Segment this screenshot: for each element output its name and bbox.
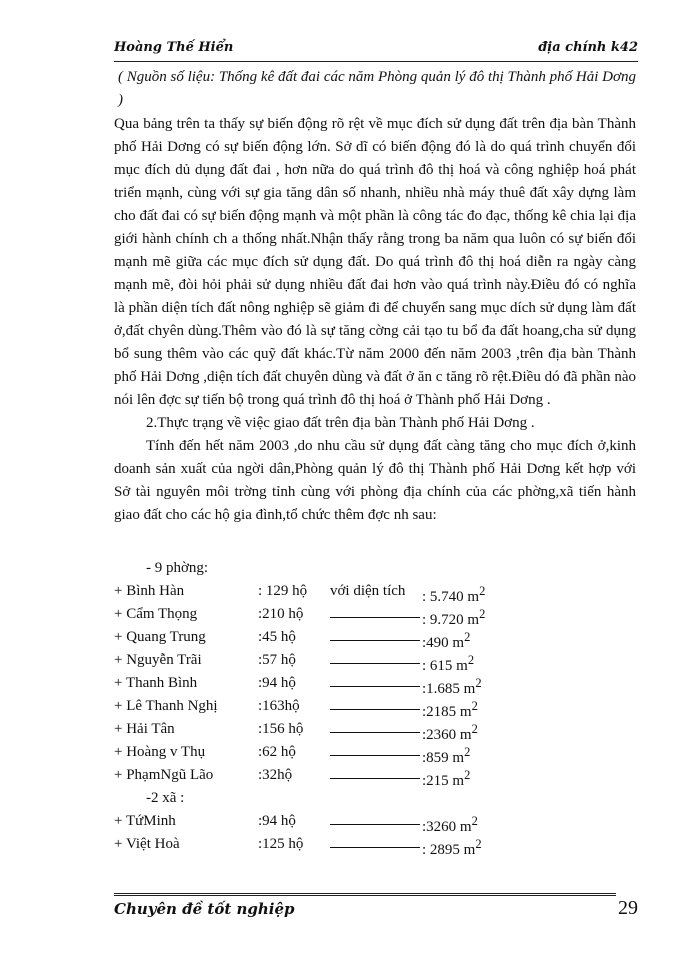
area-value: :2185 m bbox=[422, 704, 472, 720]
area-exponent: 2 bbox=[475, 676, 482, 690]
area-exponent: 2 bbox=[464, 745, 471, 759]
list-item bbox=[114, 649, 634, 672]
wards-heading: - 9 phờng: bbox=[146, 560, 209, 576]
list-item bbox=[114, 810, 634, 833]
blank-line bbox=[330, 764, 420, 779]
blank-line bbox=[330, 810, 420, 825]
list-item-name: + Bình Hàn bbox=[114, 583, 185, 599]
list-item bbox=[114, 833, 634, 856]
list-item-name: + Lê Thanh Nghị bbox=[114, 698, 218, 714]
blank-line bbox=[330, 672, 420, 687]
area-value: :1.685 m bbox=[422, 681, 476, 697]
area-exponent: 2 bbox=[464, 630, 471, 644]
list-item-households: :45 hộ bbox=[258, 629, 296, 645]
paragraph-analysis: Qua bảng trên ta thấy sự biến động rõ rệt về mục đích sử dụng đất trên địa bàn Thành phố Hải Dơng có sự biến động lớn. Sở dĩ có biến động đó là do quá trình chuyển đổi mục đích dủ dụng đất đai , hơn nữa do quá trình đô thị hoá và công nghiệp hoá phát triển mạnh, cùng với sự gia tăng dân số nhanh, nhiều nhà máy thuê đất xây dựng làm cho đất đai có sự biến động mạnh và một phần là công tác đo đạc, thống kê chia lại địa giới hành chính ch a thống nhất.Nhận thấy rằng trong ba năm qua luôn có sự biến đổi mạnh mẽ giữa các mục đích sử dụng đất. Do quá trình đô thị hoá diễn ra ngày càng mạnh mẽ, đòi hỏi phải sử dụng nhiều đất đai hơn vào quá trình này.Điều đó có nghĩa là phần diện tích đất nông nghiệp sẽ giảm đi để chuyển sang mục dích sử dụng làm đất ở,đất chyên dùng.Thêm vào đó là sự tăng cờng cải tạo tu bổ đa đất hoang,cha sử dụng bổ sung thêm vào các quỹ đất khác.Từ năm 2000 đến năm 2003 ,trên địa bàn Thành phố Hải Dơng ,diện tích đất chuyên dùng và đất ở ăn c tăng rõ rệt.Điều dó đã phần nào nói lên đợc sự tiến bộ trong quá trình đô thị hoá ở Thành phố Hải Dơng . bbox=[114, 116, 636, 408]
list-item-households: :57 hộ bbox=[258, 652, 296, 668]
list-item bbox=[114, 764, 634, 787]
list-item-households: :125 hộ bbox=[258, 836, 304, 852]
list-item bbox=[114, 741, 634, 764]
area-value: : 9.720 m bbox=[422, 612, 480, 628]
list-item-households: : 129 hộ bbox=[258, 583, 308, 599]
area-value: :215 m bbox=[422, 773, 465, 789]
body-text bbox=[114, 113, 636, 527]
area-value: : 615 m bbox=[422, 658, 468, 674]
area-value: : 5.740 m bbox=[422, 589, 480, 605]
footer-rule bbox=[114, 893, 616, 896]
page-header bbox=[114, 40, 638, 60]
list-item-name: + Thanh Bình bbox=[114, 675, 198, 691]
blank-line bbox=[330, 833, 420, 848]
footer-title: Chuyên đề tốt nghiệp bbox=[114, 900, 295, 918]
list-item bbox=[114, 580, 634, 603]
allocation-list bbox=[114, 557, 634, 856]
list-item-households: :62 hộ bbox=[258, 744, 296, 760]
area-exponent: 2 bbox=[471, 814, 478, 828]
paragraph-allocation: Tính đến hết năm 2003 ,do nhu cầu sử dụng đất càng tăng cho mục đích ở,kinh doanh sản xuất của ngời dân,Phòng quản lý đô thị Thành phố Hải Dơng kết hợp với Sở tài nguyên môi trờng tỉnh cùng với phòng địa chính của các phờng,xã tiến hành giao đất cho các hộ gia đình,tổ chức thêm đợc nh sau: bbox=[114, 438, 636, 523]
source-note: ( Nguồn số liệu: Thống kê đất đai các năm Phòng quản lý đô thị Thành phố Hải Dơng ) bbox=[118, 69, 636, 108]
header-author: Hoàng Thế Hiển bbox=[114, 40, 234, 55]
list-item bbox=[114, 695, 634, 718]
area-exponent: 2 bbox=[479, 584, 486, 598]
area-value: :3260 m bbox=[422, 819, 472, 835]
header-rule bbox=[114, 61, 638, 62]
list-item-households: :163hộ bbox=[258, 698, 300, 714]
list-item bbox=[114, 718, 634, 741]
list-item-households: :94 hộ bbox=[258, 675, 296, 691]
area-exponent: 2 bbox=[475, 837, 482, 851]
list-item-name: + Cẩm Thọng bbox=[114, 606, 198, 622]
list-item-name: + PhạmNgũ Lão bbox=[114, 767, 214, 783]
area-exponent: 2 bbox=[467, 653, 475, 667]
list-item-households: :156 hộ bbox=[258, 721, 304, 737]
communes-heading: -2 xã : bbox=[146, 790, 185, 806]
list-item-name: + Hoàng v Thụ bbox=[114, 744, 206, 760]
list-item-name: + Việt Hoà bbox=[114, 836, 180, 852]
blank-line bbox=[330, 649, 420, 664]
blank-line bbox=[330, 603, 420, 618]
blank-line bbox=[330, 718, 420, 733]
list-item-name: + Nguyễn Trãi bbox=[114, 652, 202, 668]
list-item bbox=[114, 603, 634, 626]
list-item-name: + Hải Tân bbox=[114, 721, 175, 737]
area-value: :490 m bbox=[422, 635, 465, 651]
page-number: 29 bbox=[618, 897, 638, 919]
area-exponent: 2 bbox=[471, 722, 478, 736]
area-exponent: 2 bbox=[464, 768, 471, 782]
list-item-households: :32hộ bbox=[258, 767, 293, 783]
list-item-area bbox=[422, 833, 482, 862]
list-item-name: + TứMinh bbox=[114, 813, 176, 829]
blank-line bbox=[330, 626, 420, 641]
list-item bbox=[114, 672, 634, 695]
area-exponent: 2 bbox=[471, 699, 478, 713]
blank-line bbox=[330, 741, 420, 756]
list-item-households: :94 hộ bbox=[258, 813, 296, 829]
section-heading: 2.Thực trạng về việc giao đất trên địa bàn Thành phố Hải Dơng . bbox=[146, 415, 535, 431]
list-item-households: :210 hộ bbox=[258, 606, 304, 622]
blank-line bbox=[330, 695, 420, 710]
list-item-name: + Quang Trung bbox=[114, 629, 206, 645]
area-value: : 2895 m bbox=[422, 842, 476, 858]
area-value: :859 m bbox=[422, 750, 465, 766]
area-value: :2360 m bbox=[422, 727, 472, 743]
header-course: địa chính k42 bbox=[538, 40, 638, 55]
area-exponent: 2 bbox=[479, 607, 486, 621]
list-item-label: với diện tích bbox=[330, 583, 406, 599]
list-item bbox=[114, 626, 634, 649]
